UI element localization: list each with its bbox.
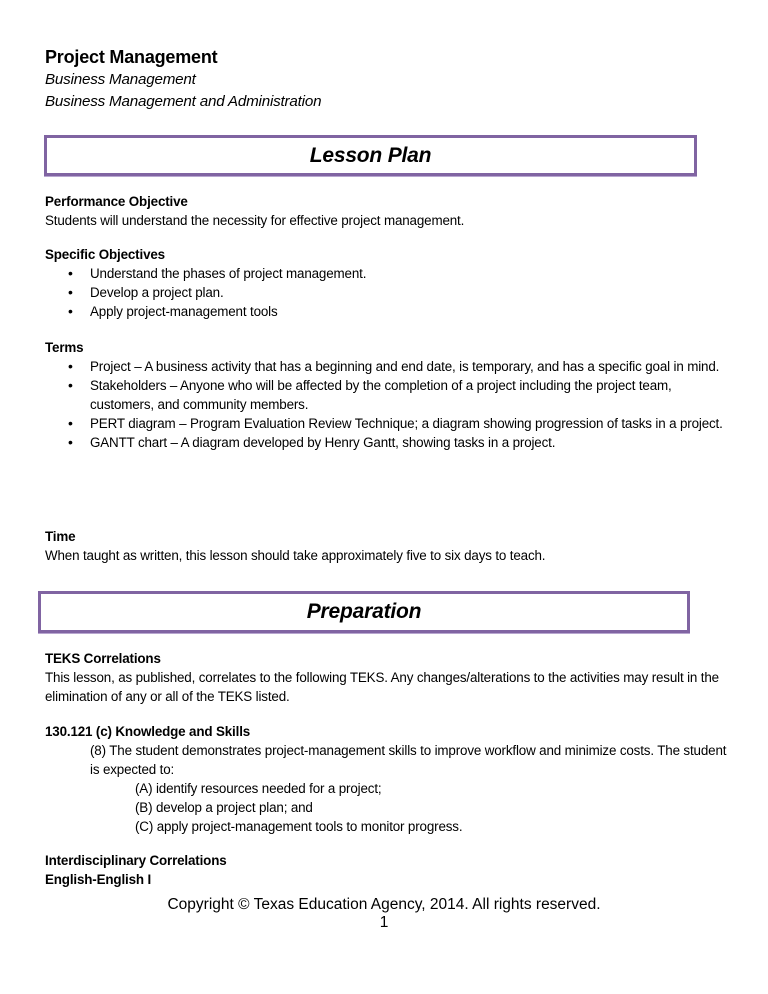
list-item: (C) apply project-management tools to monitor progress.: [135, 819, 463, 834]
specific-objectives-list: [45, 264, 735, 321]
terms-section: [45, 338, 730, 452]
interdisciplinary-subheading: English-English I: [45, 872, 152, 887]
knowledge-skills-list: [45, 779, 735, 836]
knowledge-skills-heading: 130.121 (c) Knowledge and Skills: [45, 724, 251, 739]
interdisciplinary-heading: Interdisciplinary Correlations: [45, 853, 227, 868]
list-item: • Understand the phases of project management.: [45, 264, 735, 283]
career-cluster: Business Management and Administration: [45, 93, 322, 110]
time-text: When taught as written, this lesson should take approximately five to six days to teach.: [45, 548, 546, 563]
interdisciplinary-section: [45, 851, 735, 889]
list-item: (B) develop a project plan; and: [135, 800, 313, 815]
teks-text: This lesson, as published, correlates to the following TEKS. Any changes/alterations to the activities may result in the elimination of any or all of the TEKS listed.: [45, 670, 719, 704]
list-item: • Apply project-management tools: [45, 302, 735, 321]
performance-objective-section: [45, 192, 735, 230]
terms-list: [45, 357, 730, 452]
course-name: Business Management: [45, 71, 196, 88]
page-number: 1: [379, 914, 389, 931]
list-item: • Stakeholders – Anyone who will be affected by the completion of a project including the project team, customers, and community members.: [45, 376, 730, 414]
list-item: (A) identify resources needed for a project;: [135, 781, 382, 796]
knowledge-skills-section: [45, 722, 735, 836]
list-item: • PERT diagram – Program Evaluation Review Technique; a diagram showing progression of tasks in a project.: [45, 414, 730, 433]
list-item: • Develop a project plan.: [45, 283, 735, 302]
time-section: [45, 527, 735, 565]
knowledge-skills-statement: (8) The student demonstrates project-management skills to improve workflow and minimize costs. The student is expected to:: [90, 743, 727, 777]
lesson-plan-banner: [44, 135, 697, 176]
list-item: • Project – A business activity that has a beginning and end date, is temporary, and has a specific goal in mind.: [45, 357, 730, 376]
list-item: • GANTT chart – A diagram developed by Henry Gantt, showing tasks in a project.: [45, 433, 730, 452]
teks-heading: TEKS Correlations: [45, 651, 161, 666]
lesson-plan-heading: Lesson Plan: [309, 144, 432, 167]
terms-heading: Terms: [45, 340, 84, 355]
specific-objectives-section: [45, 245, 735, 321]
copyright-notice: Copyright © Texas Education Agency, 2014. All rights reserved.: [167, 896, 601, 913]
performance-objective-heading: Performance Objective: [45, 194, 188, 209]
document-title: Project Management: [45, 47, 218, 67]
teks-section: [45, 649, 735, 706]
preparation-banner: [38, 591, 690, 633]
time-heading: Time: [45, 529, 76, 544]
performance-objective-text: Students will understand the necessity for effective project management.: [45, 213, 465, 228]
preparation-heading: Preparation: [306, 600, 422, 623]
specific-objectives-heading: Specific Objectives: [45, 247, 165, 262]
